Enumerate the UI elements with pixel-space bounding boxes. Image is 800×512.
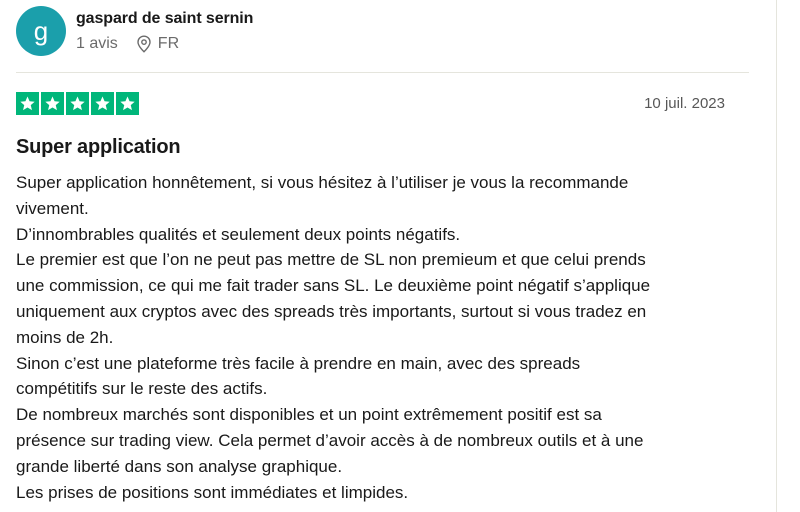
review-title[interactable]: Super application: [16, 136, 181, 158]
review-text-line: présence sur trading view. Cela permet d’avoir accès à de nombreux outils et à une: [16, 430, 644, 450]
review-text-line: une commission, ce qui me fait trader sans SL. Le deuxième point négatif s’applique: [16, 276, 651, 296]
star-rating: [16, 92, 139, 115]
review-text-line: compétitifs sur le reste des actifs.: [16, 379, 268, 399]
page-right-rail: [776, 0, 800, 512]
avatar[interactable]: [16, 6, 66, 56]
review-text-line: Sinon c’est une plateforme très facile à prendre en main, avec des spreads: [16, 353, 581, 373]
review-text-line: vivement.: [16, 198, 89, 218]
review-text-line: grande liberté dans son analyse graphique.: [16, 456, 343, 476]
review-text-line: moins de 2h.: [16, 327, 114, 347]
reviewer-meta: [76, 35, 253, 53]
review-text-line: uniquement aux cryptos avec des spreads très importants, surtout si vous tradez en: [16, 301, 647, 321]
review-text-line: Les prises de positions sont immédiates et limpides.: [16, 482, 409, 502]
reviewer-header: [16, 5, 253, 57]
consumer-info: [76, 9, 253, 53]
location-pin-icon: [136, 35, 152, 53]
review-text-line: Le premier est que l’on ne peut pas mettre de SL non premieum et que celui prends: [16, 250, 646, 270]
review-date: 10 juil. 2023: [644, 95, 725, 112]
reviewer-country: FR: [157, 35, 180, 52]
star-icon: [16, 92, 39, 115]
review-text-line: D’innombrables qualités et seulement deux points négatifs.: [16, 224, 461, 244]
reviewer-name-link[interactable]: gaspard de saint sernin: [76, 10, 254, 27]
star-icon: [91, 92, 114, 115]
avatar-letter: g: [33, 15, 49, 46]
review-body: [16, 170, 756, 505]
reviews-count: 1 avis: [76, 35, 118, 52]
star-icon: [41, 92, 64, 115]
header-divider: [16, 72, 749, 73]
star-icon: [116, 92, 139, 115]
star-icon: [66, 92, 89, 115]
review-text-line: De nombreux marchés sont disponibles et un point extrêmement positif est sa: [16, 405, 602, 425]
review-text-line: Super application honnêtement, si vous hésitez à l’utiliser je vous la recommande: [16, 173, 629, 192]
